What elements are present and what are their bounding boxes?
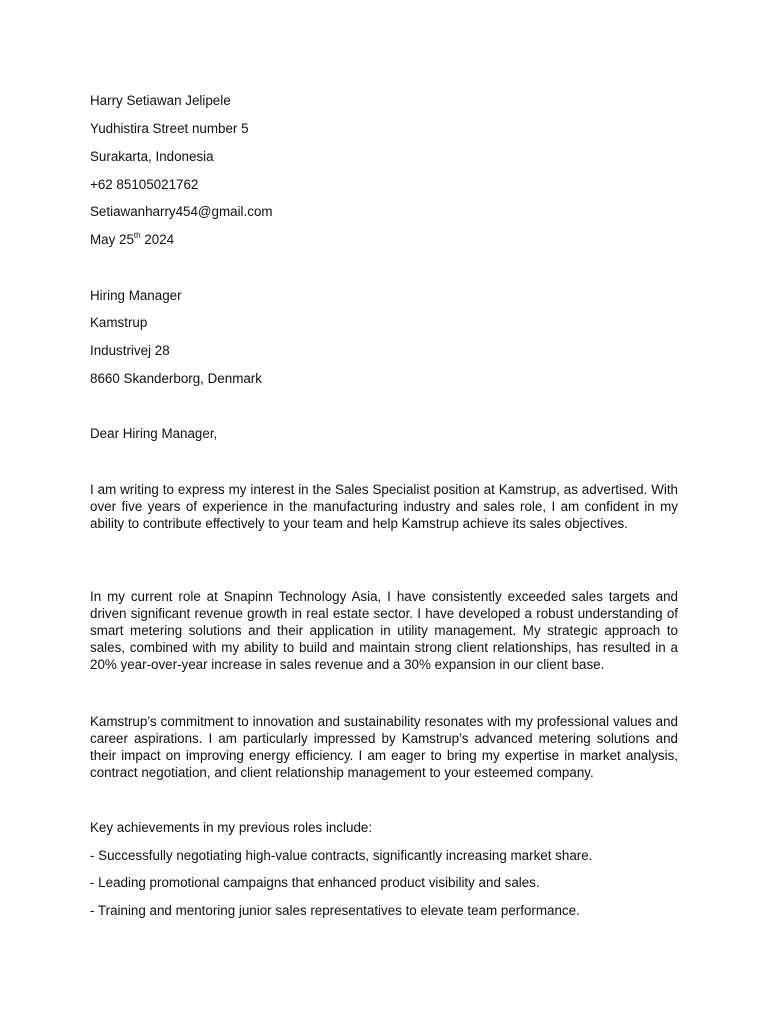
- sender-phone: +62 85105021762: [90, 177, 199, 192]
- achievement-item: - Leading promotional campaigns that enhanced product visibility and sales.: [90, 875, 540, 890]
- date-suffix: th: [133, 230, 141, 240]
- recipient-street: Industrivej 28: [90, 343, 170, 358]
- date-month-day: May 25: [90, 232, 134, 247]
- achievements-intro: Key achievements in my previous roles include:: [90, 820, 373, 835]
- sender-city: Surakarta, Indonesia: [90, 149, 214, 164]
- recipient-city: 8660 Skanderborg, Denmark: [90, 371, 262, 386]
- sender-name: Harry Setiawan Jelipele: [90, 93, 231, 108]
- sender-street: Yudhistira Street number 5: [90, 121, 249, 136]
- recipient-title: Hiring Manager: [90, 288, 182, 303]
- body-paragraph-3: Kamstrup’s commitment to innovation and sustainability resonates with my professional values and career aspirations. I am particularly impressed by Kamstrup’s advanced metering solutions and their impact on improving energy efficiency. I am eager to bring my expertise in market analysis, contract negotiation, and client relationship management to your esteemed company.: [90, 714, 678, 780]
- body-paragraph-2: In my current role at Snapinn Technology Asia, I have consistently exceeded sales targets and driven significant revenue growth in real estate sector. I have developed a robust understanding of smart metering solutions and their application in utility management. My strategic approach to sales, combined with my ability to build and maintain strong client relationships, has resulted in a 20% year-over-year increase in sales revenue and a 30% expansion in our client base.: [90, 589, 678, 672]
- sender-email: Setiawanharry454@gmail.com: [90, 204, 273, 219]
- salutation: Dear Hiring Manager,: [90, 426, 218, 441]
- date-year: 2024: [140, 232, 175, 247]
- recipient-company: Kamstrup: [90, 315, 148, 330]
- achievement-item: - Training and mentoring junior sales representatives to elevate team performance.: [90, 903, 580, 918]
- letter-date: [90, 232, 174, 248]
- body-paragraph-1: I am writing to express my interest in the Sales Specialist position at Kamstrup, as advertised. With over five years of experience in the manufacturing industry and sales role, I am confident in my ability to contribute effectively to your team and help Kamstrup achieve its sales objectives.: [90, 482, 678, 531]
- achievement-item: - Successfully negotiating high-value contracts, significantly increasing market share.: [90, 848, 593, 863]
